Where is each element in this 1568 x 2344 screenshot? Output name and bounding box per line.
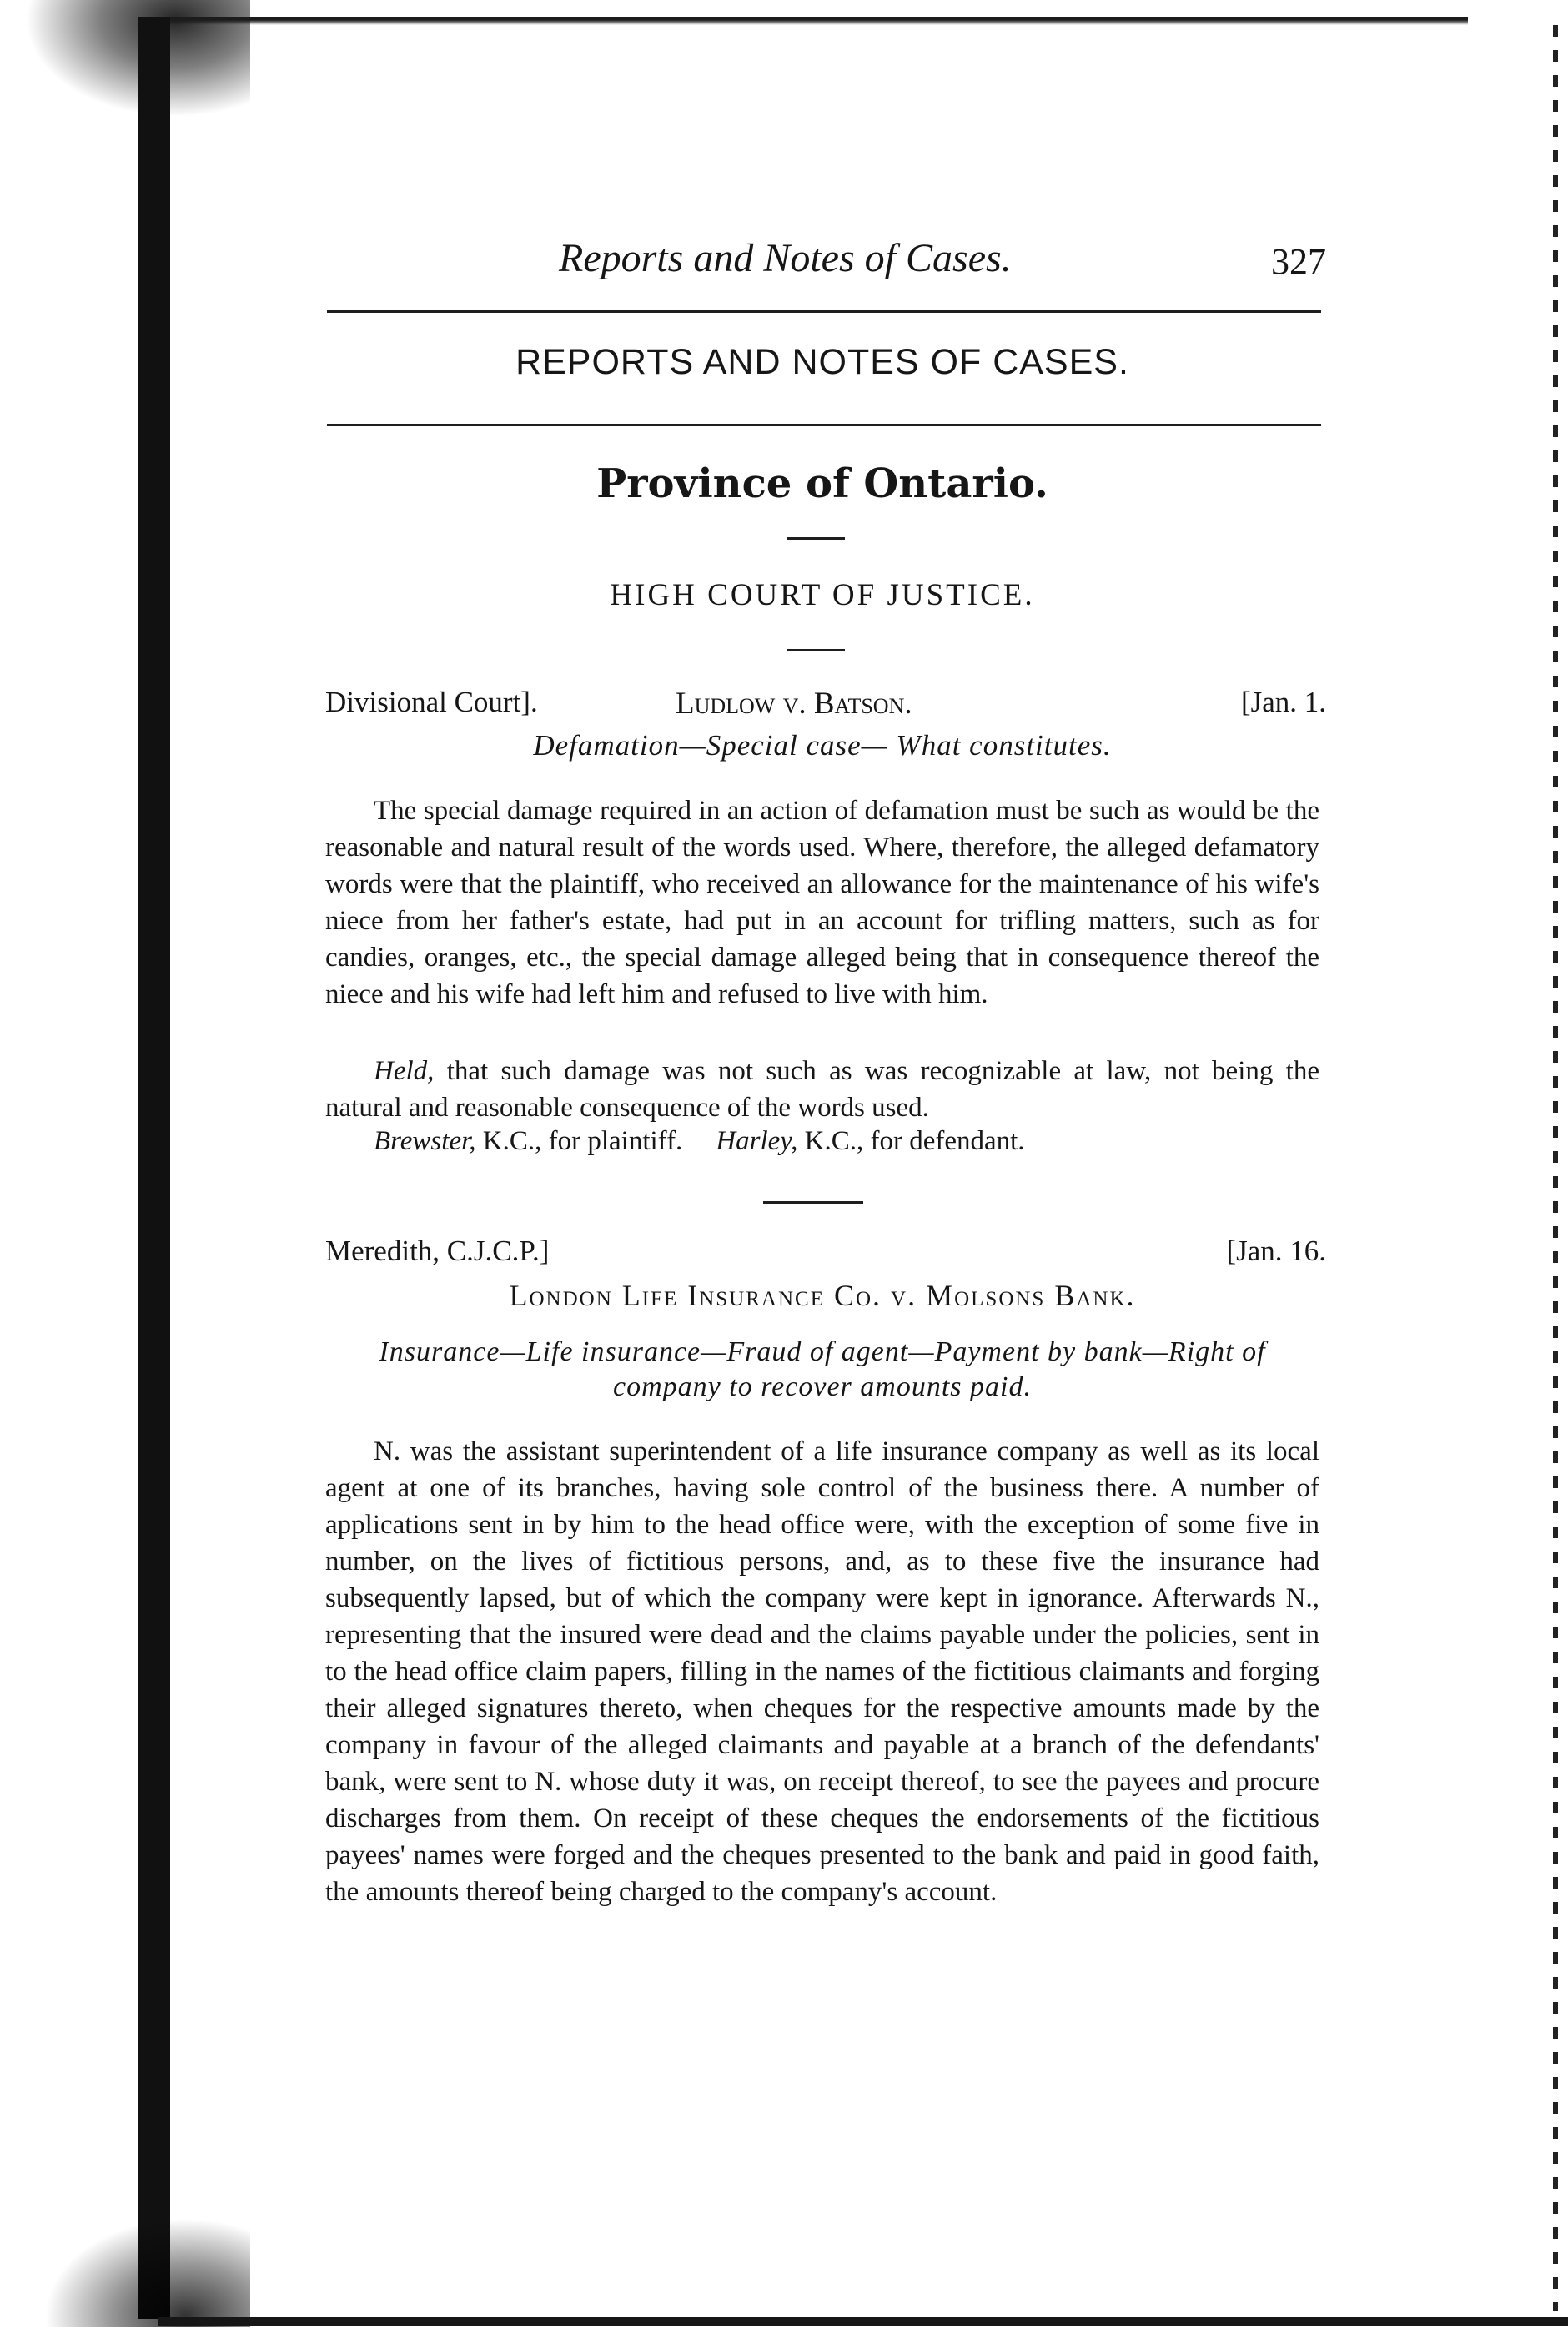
divider-short — [787, 537, 845, 540]
case-court: Divisional Court]. — [325, 686, 538, 718]
scan-binding-edge — [138, 17, 170, 2319]
header-rule — [327, 310, 1321, 313]
case-heading — [325, 686, 1326, 724]
case-holding — [325, 1053, 1319, 1126]
divider-short — [787, 649, 845, 651]
page-number: 327 — [1271, 241, 1326, 282]
running-head-title: Reports and Notes of Cases. — [559, 236, 1012, 280]
case-heading — [325, 1235, 1326, 1273]
holding-text: that such damage was not such as was recognizable at law, not being the natural and reasonable consequence of the words used. — [325, 1056, 1319, 1123]
case-paragraph: The special damage required in an action of defamation must be such as would be the reasonable and natural result of the words used. Where, therefore, the alleged defamatory words were that the plaintiff, who received an allowance for the maintenance of his wife's niece from her father's estate, had put in an account for trifling matters, such as for candies, oranges, etc., the special damage alleged being that in consequence thereof the niece and his wife had left him and refused to live with him. — [325, 796, 1319, 1009]
case-paragraph: N. was the assistant superintendent of a life insurance company as well as its local agent at one of its branches, having sole control of the business there. A number of applications sent in by him to the head office were, with the exception of some five in number, on the lives of fictitious persons, and, as to these five the insurance had subsequently lapsed, but of which the company were kept in ignorance. Afterwards N., representing that the insured were dead and the claims payable under the policies, sent in to the head office claim papers, filling in the names of the fictitious claimants and forging their alleged signatures thereto, when cheques for the respective amounts made by the company in favour of the alleged claimants and payable at a branch of the defendants' bank, were sent to N. whose duty it was, on receipt thereof, to see the payees and procure discharges from them. On receipt of these cheques the endorsements of the fictitious payees' names were forged and the cheques presented to the bank and paid in good faith, the amounts thereof being charged to the company's account. — [325, 1436, 1319, 1907]
counsel-defendant: K.C., for defendant. — [797, 1126, 1025, 1156]
scan-edge-top — [142, 17, 1468, 25]
case-subject: Insurance—Life insurance—Fraud of agent—Payment by bank—Right of company to recover amounts paid. — [379, 1336, 1266, 1402]
scan-shadow-bottom — [33, 2211, 250, 2327]
case-parties: Ludlow v. Batson. — [676, 687, 912, 721]
running-head — [325, 235, 1326, 285]
section-title: REPORTS AND NOTES OF CASES. — [515, 342, 1129, 382]
province-heading: Province of Ontario. — [596, 460, 1048, 507]
divider-short — [763, 1201, 863, 1204]
case-date: [Jan. 1. — [1240, 686, 1326, 718]
section-rule — [327, 424, 1321, 426]
case-judge: Meredith, C.J.C.P.] — [325, 1235, 550, 1267]
counsel-plaintiff: K.C., for plaintiff. — [475, 1126, 683, 1156]
case-parties: London Life Insurance Co. v. Molsons Bank. — [509, 1279, 1136, 1312]
scan-edge-bottom — [158, 2317, 1568, 2326]
held-word: Held, — [374, 1056, 435, 1086]
counsel-plaintiff-name: Brewster, — [374, 1126, 476, 1156]
scan-edge-right — [1553, 25, 1558, 2311]
counsel-line — [374, 1126, 1025, 1157]
case-subject: Defamation—Special case— What constitutes. — [533, 729, 1112, 762]
court-heading: HIGH COURT OF JUSTICE. — [610, 578, 1035, 612]
case-date: [Jan. 16. — [1226, 1235, 1326, 1267]
counsel-defendant-name: Harley, — [716, 1126, 798, 1156]
